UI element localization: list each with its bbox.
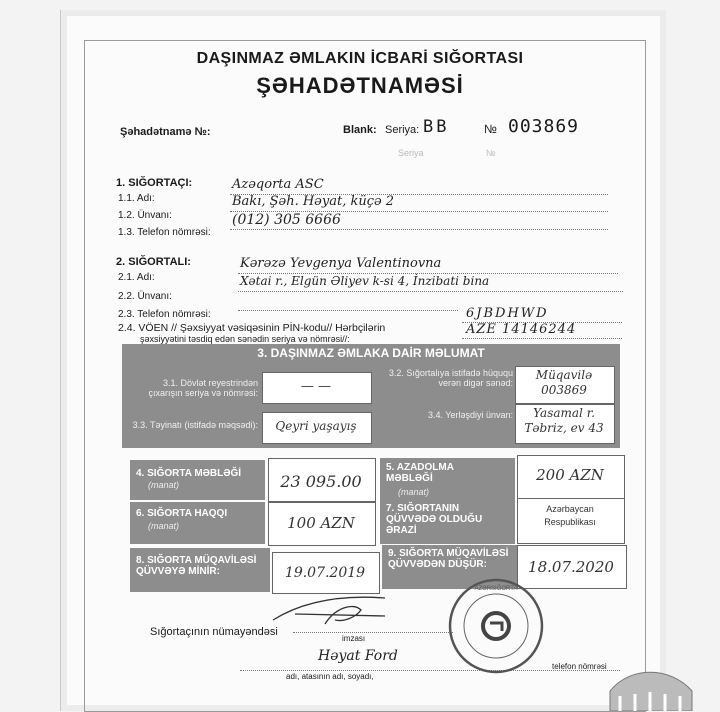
other-document-value: Müqavilə 003869 [535, 368, 593, 397]
deductible-unit: (manat) [398, 487, 430, 497]
insured-address-label: 2.2. Ünvanı: [118, 291, 172, 302]
name-caption: adı, atasının adı, soyadı, [286, 672, 374, 681]
territory-label: 7. SIĞORTANIN QÜVVƏDƏ OLDUĞU ƏRAZİ [386, 503, 483, 536]
other-document-label: 3.2. Sığortalıya istifadə hüququ verən digər sənəd: [388, 368, 513, 388]
voen-line-2 [462, 338, 622, 339]
premium-unit: (manat) [148, 521, 180, 531]
territory-value-line1: Azərbaycan [546, 504, 594, 514]
insured-phone-label: 2.3. Telefon nömrəsi: [118, 309, 211, 320]
insured-heading: 2. SIĞORTALI: [116, 256, 191, 268]
representative-label: Sığortaçının nümayəndəsi [150, 626, 278, 638]
blank-label: Blank: [343, 124, 377, 136]
start-date-label: 8. SIĞORTA MÜQAVİLƏSİ QÜVVƏYƏ MİNİR: [136, 555, 257, 577]
document-title: DAŞINMAZ ƏMLAKIN İCBARİ SIĞORTASI [196, 50, 524, 67]
territory-value-line2: Respublikası [544, 517, 596, 527]
insurer-name-value: Azəqorta ASC [232, 177, 324, 192]
voen-value-2: AZE 14146244 [466, 322, 577, 337]
voen-label-line2: şəxsiyyətini təsdiq edən sənədin seriya və nömrəsi//: [140, 334, 350, 344]
number-symbol-faint: № [486, 148, 496, 158]
insured-address-value: Xətai r., Elgün Əliyev k-si 4, İnzibati bina [240, 274, 490, 288]
document-subtitle: ŞƏHADƏTNAMƏSİ [256, 73, 464, 98]
insured-phone-line [238, 310, 458, 311]
sum-insured-unit: (manat) [148, 480, 180, 490]
insured-name-label: 2.1. Adı: [118, 272, 155, 283]
premium-label: 6. SIĞORTA HAQQI [136, 508, 228, 519]
deductible-value: 200 AZN [536, 466, 604, 484]
property-info-heading: 3. DAŞINMAZ ƏMLAKA DAİR MƏLUMAT [257, 346, 485, 360]
insured-address-line [238, 291, 623, 292]
sum-insured-label: 4. SIĞORTA MƏBLƏĞİ [136, 468, 242, 479]
insurer-address-value: Bakı, Şəh. Həyat, küçə 2 [232, 194, 395, 209]
location-value: Yasamal r. Təbriz, ev 43 [524, 406, 604, 435]
registry-extract-label: 3.1. Dövlət reyestrindən çıxarışın seriya və nömrəsi: [148, 378, 258, 398]
insurer-phone-value: (012) 305 6666 [232, 212, 341, 228]
purpose-value: Qeyri yaşayış [275, 419, 357, 433]
insurer-address-label: 1.2. Ünvanı: [118, 210, 172, 221]
location-label: 3.4. Yerləşdiyi ünvan: [427, 410, 513, 420]
number-symbol: № [484, 122, 497, 136]
certificate-number-label: Şəhadətnamə №: [120, 126, 211, 138]
voen-value-1: 6JBDHWD [466, 306, 549, 321]
end-date-value: 18.07.2020 [528, 558, 614, 576]
signature-line [293, 632, 453, 633]
end-date-label: 9. SIĞORTA MÜQAVİLƏSİ QÜVVƏDƏN DÜŞÜR: [388, 548, 509, 570]
start-date-value: 19.07.2019 [284, 565, 366, 581]
deductible-label: 5. AZADOLMA MƏBLƏĞİ [386, 462, 454, 484]
premium-value: 100 AZN [287, 514, 355, 532]
voen-label-line1: 2.4. VÖEN // Şəxsiyyat vəsiqəsinin PİN-kodu// Hərbçilərin [118, 322, 386, 334]
blank-number: 003869 [508, 116, 580, 137]
seriya-label: Seriya: [385, 124, 420, 136]
signer-name-handwritten: Həyat Ford [318, 648, 398, 664]
seriya-value: BB [423, 117, 450, 137]
representative-signature [265, 590, 395, 632]
insured-name-value: Kərəzə Yevgenya Valentinovna [240, 256, 442, 271]
signature-caption: imzası [342, 634, 366, 643]
insurer-phone-line [230, 229, 608, 230]
insurer-name-label: 1.1. Adı: [118, 193, 155, 204]
sum-insured-value: 23 095.00 [280, 472, 362, 491]
purpose-label: 3.3. Təyinatı (istifadə məqsədi): [132, 420, 258, 430]
corner-ornament [600, 656, 700, 711]
company-stamp [432, 576, 560, 676]
insurer-heading: 1. SIĞORTAÇI: [116, 177, 193, 189]
registry-extract-value: — — [300, 379, 332, 394]
phone-caption: telefon nömrəsi [552, 662, 607, 671]
seriya-label-faint: Seriya [398, 148, 424, 158]
insurer-phone-label: 1.3. Telefon nömrəsi: [118, 227, 211, 238]
stamp-text: AZƏRSIĞORTA [474, 586, 518, 592]
